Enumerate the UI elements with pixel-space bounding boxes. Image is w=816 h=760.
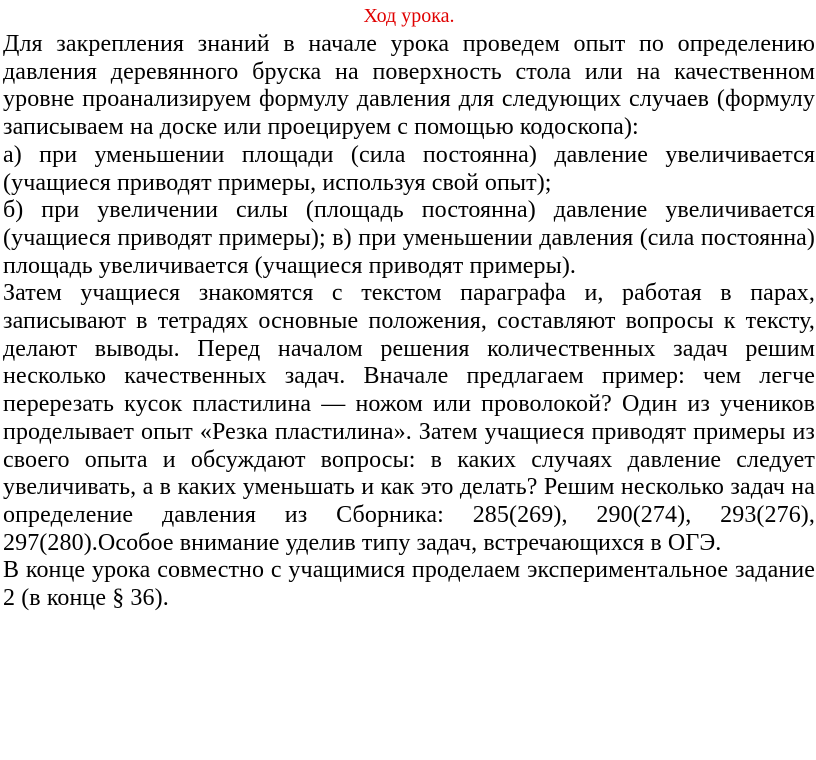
paragraph-case-b: б) при увеличении силы (площадь постоянна) давление увеличивается (учащиеся приводят примеры); в) при уменьшении давления (сила постоянна) площадь увеличивается (учащиеся приводят примеры). (3, 197, 815, 279)
paragraph-intro: Для закрепления знаний в начале урока проведем опыт по определению давления деревянного бруска на поверхность стола или на качественном уровне проанализируем формулу давления для следующих случаев (формулу записываем на доске или проецируем с помощью кодоскопа): (3, 31, 815, 141)
paragraph-case-a: а) при уменьшении площади (сила постоянна) давление увеличивается (учащиеся приводят примеры, используя свой опыт); (3, 141, 815, 196)
paragraph-conclusion: В конце урока совместно с учащимися проделаем экспериментальное задание 2 (в конце § 36). (3, 557, 815, 612)
document-page (3, 4, 815, 613)
lesson-title: Ход урока. (363, 5, 455, 27)
paragraph-main: Затем учащиеся знакомятся с текстом параграфа и, работая в парах, записывают в тетрадях основные положения, составляют вопросы к тексту, делают выводы. Перед началом решения количественных задач решим несколько качественных задач. Вначале предлагаем пример: чем легче перерезать кусок пластилина — ножом или проволокой? Один из учеников проделывает опыт «Резка пластилина». Затем учащиеся приводят примеры из своего опыта и обсуждают вопросы: в каких случаях давление следует увеличивать, а в каких уменьшать и как это делать? Решим несколько задач на определение давления из Сборника: 285(269), 290(274), 293(276), 297(280).Особое внимание уделив типу задач, встречающихся в ОГЭ. (3, 280, 815, 556)
